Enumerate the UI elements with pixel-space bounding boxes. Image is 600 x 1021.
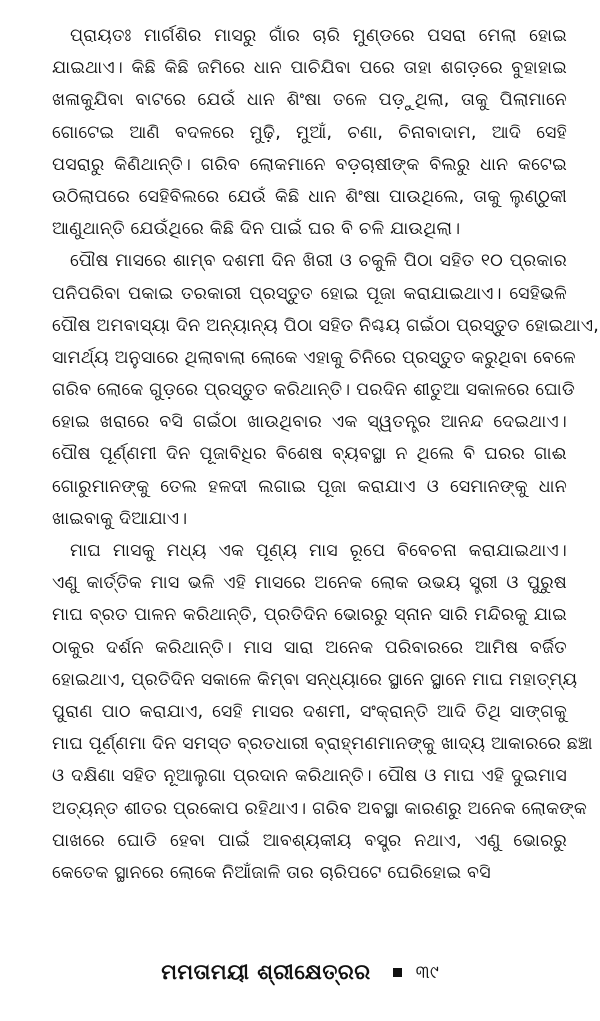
separator-square-icon [393, 968, 402, 977]
body-text [52, 20, 600, 889]
text-line: ଗୋରୁମାନଙ୍କୁ ତେଲ ହଳଦୀ ଲଗାଇ ପୂଜା କରାଯାଏ ଓ ସେମାନଙ୍କୁ ଧାନ [52, 476, 567, 497]
paragraph-3 [52, 535, 593, 889]
text-line: ମାଘ ପୂର୍ଣ୍ଣମା ଦିନ ସମସ୍ତ ବ୍ରତଧାରୀ ବ୍ରାହ୍ମଣମାନଙ୍କୁ ଖାଦ୍ୟ ଆକାରରେ ଛଞ୍ଚା [52, 734, 593, 755]
text-line: ଉଠିଲାପରେ ସେହିବିଲରେ ଯେଉଁ କିଛି ଧାନ ଶିଂଷା ପାଉଥିଲେ, ତାକୁ ଲୁଣ୍ଠୁକୀ [52, 186, 567, 207]
text-line: ପସରାରୁ କିଣିଥାନ୍ତି। ଗରିବ ଲୋକମାନେ ବଡ଼ଚାଷୀଙ୍କ ବିଲରୁ ଧାନ କଟେଇ [52, 154, 567, 175]
text-line: ଖଳାକୁଯିବା ବାଟରେ ଯେଉଁ ଧାନ ଶିଂଷା ତଳେ ପଡ଼ୁଥିଲା, ତାକୁ ପିଲାମାନେ [52, 90, 567, 111]
text-line: ହୋଇ ଖରାରେ ବସି ଗଇଁଠା ଖାଉଥିବାର ଏକ ସ୍ୱତନ୍ତ୍ର ଆନନ୍ଦ ଦେଇଥାଏ। [52, 412, 567, 433]
text-line: ପ୍ରାୟତଃ ମାର୍ଗଶିର ମାସରୁ ଗାଁର ଚାରି ମୁଣ୍ଡରେ ପସରା ମେଲା ହୋଇ [70, 26, 567, 46]
page-footer [0, 955, 600, 989]
text-line: ଖାଇବାକୁ ଦିଆଯାଏ। [52, 508, 188, 529]
text-line: ମାଘ ବ୍ରତ ପାଳନ କରିଥାନ୍ତି, ପ୍ରତିଦିନ ଭୋରରୁ ସ୍ନାନ ସାରି ମନ୍ଦିରକୁ ଯାଇ [52, 605, 567, 626]
text-line: ଠାକୁର ଦର୍ଶନ କରିଥାନ୍ତି। ମାସ ସାରା ଅନେକ ପରିବାରରେ ଆମିଷ ବର୍ଜିତ [52, 637, 567, 658]
text-line: ଆଣୁଥାନ୍ତି ଯେଉଁଥିରେ କିଛି ଦିନ ପାଇଁ ଘର ବି ଚଳି ଯାଉଥିଲା। [52, 219, 461, 240]
text-line: ପୌଷ ମାସରେ ଶାମ୍ବ ଦଶମୀ ଦିନ ଖିରୀ ଓ ଚକୁଳି ପିଠା ସହିତ ୧୦ ପ୍ରକାର [70, 251, 567, 272]
text-line: ଯାଇଥାଏ। କିଛି କିଛି ଜମିରେ ଧାନ ପାଚିଯିବା ପରେ ତାହା ଶଗଡ଼ରେ ବୁହାହାଇ [52, 58, 567, 79]
text-line: କେତେକ ସ୍ଥାନରେ ଲୋକେ ନିଆଁଜାଳି ତାର ଚାରିପଟେ ଘେରିହୋଇ ବସି [52, 862, 491, 883]
paragraph-2 [52, 245, 600, 535]
text-line: ପୌଷ ପୂର୍ଣ୍ଣମୀ ଦିନ ପୂଜାବିଧିର ବିଶେଷ ବ୍ୟବସ୍ଥା ନ ଥିଲେ ବି ଘରର ଗାଈ [52, 444, 567, 465]
page-number: ୩୯ [415, 961, 439, 983]
text-line: ପୌଷ ଅମବାସ୍ୟା ଦିନ ଅନ୍ୟାନ୍ୟ ପିଠା ସହିତ ନିଶ୍ଚୟ ଗଇଁଠା ପ୍ରସ୍ତୁତ ହୋଇଥାଏ, [52, 315, 600, 336]
paragraph-1 [52, 20, 567, 245]
text-line: ପନିପରିବା ପକାଇ ତରକାରୀ ପ୍ରସ୍ତୁତ ହୋଇ ପୂଜା କରାଯାଇଥାଏ। ସେହିଭଳି [52, 283, 567, 304]
text-line: ଏଣୁ କାର୍ତ୍ତିକ ମାସ ଭଳି ଏହି ମାସରେ ଅନେକ ଲୋକ ଉଭୟ ସ୍ତ୍ରୀ ଓ ପୁରୁଷ [52, 573, 567, 594]
text-line: ଓ ଦକ୍ଷିଣା ସହିତ ନୂଆଲୁଗା ପ୍ରଦାନ କରିଥାନ୍ତି। ପୌଷ ଓ ମାଘ ଏହି ଦୁଇମାସ [52, 766, 567, 787]
text-line: ଗରିବ ଲୋକେ ଗୁଡ଼ରେ ପ୍ରସ୍ତୁତ କରିଥାନ୍ତି। ପରଦିନ ଶୀତୁଆ ସକାଳରେ ଘୋଡି [52, 380, 575, 401]
book-title: ମମତାମୟୀ ଶ୍ରୀକ୍ଷେତ୍ରର [161, 959, 371, 984]
text-line: ଅତ୍ୟନ୍ତ ଶୀତର ପ୍ରକୋପ ରହିଥାଏ। ଗରିବ ଅବସ୍ଥା କାରଣରୁ ଅନେକ ଲୋକଙ୍କ [52, 798, 588, 819]
text-line: ହୋଇଥାଏ, ପ୍ରତିଦିନ ସକାଳେ କିମ୍ବା ସନ୍ଧ୍ୟାରେ ସ୍ଥାନେ ସ୍ଥାନେ ମାଘ ମହାତ୍ମ୍ୟ [52, 669, 578, 690]
text-line: ଗୋଟେଇ ଆଣି ବଦଳରେ ମୁଢ଼ି, ମୁଆଁ, ଚଣା, ଚିନାବାଦାମ, ଆଦି ସେହି [52, 122, 567, 143]
text-line: ପୁରାଣ ପାଠ କରାଯାଏ, ସେହି ମାସର ଦଶମୀ, ସଂକ୍ରାନ୍ତି ଆଦି ତିଥି ସାଙ୍ଗକୁ [52, 701, 567, 722]
text-line: ପାଖରେ ଘୋଡି ହେବା ପାଇଁ ଆବଶ୍ୟକୀୟ ବସ୍ତ୍ର ନଥାଏ, ଏଣୁ ଭୋରରୁ [52, 830, 567, 851]
text-line: ମାଘ ମାସକୁ ମଧ୍ୟ ଏକ ପୂଣ୍ୟ ମାସ ରୂପେ ବିବେଚନା କରାଯାଇଥାଏ। [70, 541, 567, 561]
text-line: ସାମର୍ଥ୍ୟ ଅନୁସାରେ ଥିଲାବାଲା ଲୋକେ ଏହାକୁ ଚିନିରେ ପ୍ରସ୍ତୁତ କରୁଥିବା ବେଳେ [52, 347, 576, 368]
